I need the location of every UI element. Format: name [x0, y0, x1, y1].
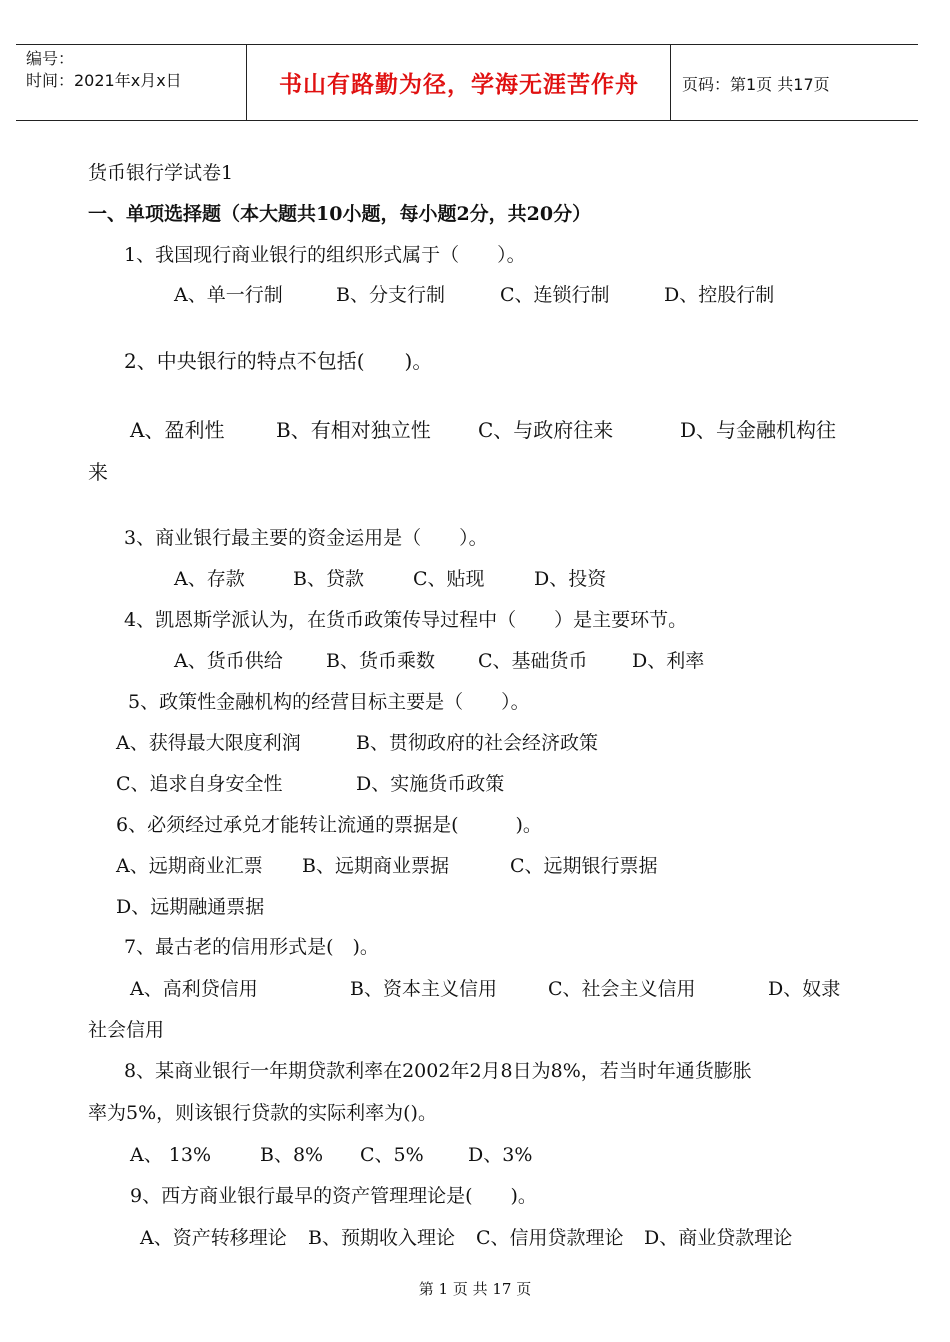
option-continuation: 社会信用 [88, 1019, 165, 1041]
header-top-rule [16, 44, 918, 45]
option-b: B、贯彻政府的社会经济政策 [356, 732, 598, 754]
option-d: D、控股行制 [664, 284, 775, 306]
option-d: D、远期融通票据 [116, 896, 265, 918]
exam-title: 货币银行学试卷1 [88, 162, 234, 184]
option-d: D、与金融机构往 [680, 418, 837, 442]
header-bottom-rule [16, 120, 918, 121]
option-c: C、连锁行制 [500, 284, 610, 306]
option-b: B、预期收入理论 [308, 1227, 455, 1249]
option-b: B、货币乘数 [326, 650, 435, 672]
option-b: B、分支行制 [336, 284, 445, 306]
option-a: A、单一行制 [174, 284, 283, 306]
question-stem: 7、最古老的信用形式是( )。 [124, 936, 379, 958]
option-c: C、追求自身安全性 [116, 773, 283, 795]
option-c: C、社会主义信用 [548, 978, 696, 1000]
option-b: B、资本主义信用 [350, 978, 497, 1000]
option-c: C、与政府往来 [478, 418, 614, 442]
option-b: B、8% [260, 1144, 324, 1166]
option-a: A、货币供给 [174, 650, 283, 672]
question-stem: 2、中央银行的特点不包括( )。 [124, 349, 433, 373]
question-stem: 1、我国现行商业银行的组织形式属于（ ）。 [124, 244, 526, 266]
header-time-label: 时间：2021年x月x日 [26, 71, 182, 90]
option-b: B、远期商业票据 [302, 855, 449, 877]
question-stem: 8、某商业银行一年期贷款利率在2002年2月8日为8%，若当时年通货膨胀 [124, 1060, 752, 1082]
option-d: D、实施货币政策 [356, 773, 505, 795]
section-heading-single-choice: 一、单项选择题（本大题共10小题，每小题2分，共20分） [88, 203, 592, 225]
option-c: C、远期银行票据 [510, 855, 658, 877]
question-stem-continuation: 率为5%，则该银行贷款的实际利率为()。 [88, 1102, 437, 1124]
option-d: D、利率 [632, 650, 705, 672]
option-c: C、贴现 [413, 568, 485, 590]
header-motto: 书山有路勤为径，学海无涯苦作舟 [279, 72, 639, 98]
option-c: C、基础货币 [478, 650, 588, 672]
option-a: A、资产转移理论 [140, 1227, 287, 1249]
question-stem: 3、商业银行最主要的资金运用是（ ）。 [124, 527, 488, 549]
option-a: A、高利贷信用 [130, 978, 258, 1000]
option-continuation: 来 [88, 460, 108, 484]
header-divider-2 [670, 44, 671, 120]
option-d: D、商业贷款理论 [644, 1227, 793, 1249]
header-number-label: 编号： [26, 49, 75, 68]
option-d: D、奴隶 [768, 978, 841, 1000]
question-stem: 9、西方商业银行最早的资产管理理论是( )。 [130, 1185, 537, 1207]
option-a: A、存款 [174, 568, 245, 590]
header-page-label: 页码：第1页 共17页 [682, 75, 830, 94]
option-b: B、贷款 [293, 568, 364, 590]
option-a: A、获得最大限度利润 [116, 732, 301, 754]
option-a: A、 13% [130, 1144, 211, 1166]
page-footer: 第 1 页 共 17 页 [418, 1280, 532, 1298]
header-divider-1 [246, 44, 247, 120]
option-a: A、远期商业汇票 [116, 855, 263, 877]
question-stem: 5、政策性金融机构的经营目标主要是（ ）。 [128, 691, 530, 713]
option-c: C、信用贷款理论 [476, 1227, 624, 1249]
option-a: A、盈利性 [130, 418, 225, 442]
option-b: B、有相对独立性 [276, 418, 431, 442]
option-c: C、5% [360, 1144, 424, 1166]
question-stem: 4、凯恩斯学派认为，在货币政策传导过程中（ ）是主要环节。 [124, 609, 688, 631]
option-d: D、3% [468, 1144, 533, 1166]
option-d: D、投资 [534, 568, 607, 590]
question-stem: 6、必须经过承兑才能转让流通的票据是( )。 [116, 814, 542, 836]
